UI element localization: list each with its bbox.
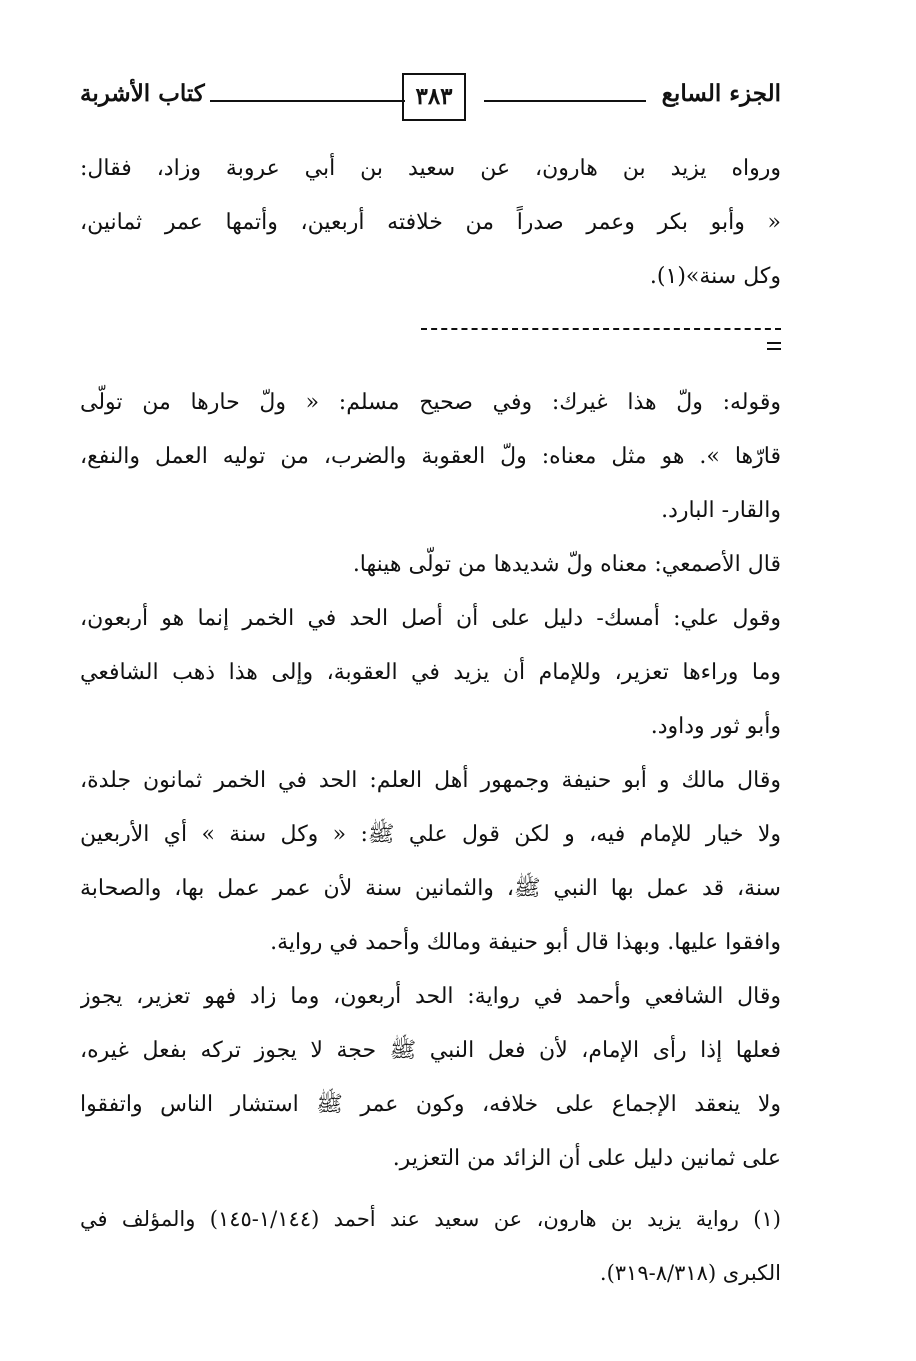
text-line: قارّها ». هو مثل معناه: ولّ العقوبة والضرب، من توليه العمل والنفع، [80, 444, 781, 469]
footnote-line: (١) رواية يزيد بن هارون، عن سعيد عند أحمد (١/١٤٤-١٤٥) والمؤلف في [80, 1207, 781, 1231]
text-line: سنة، قد عمل بها النبي ﷺ، والثمانين سنة لأن عمر عمل بها، والصحابة [80, 876, 781, 901]
text-line: ورواه يزيد بن هارون، عن سعيد بن أبي عروبة وزاد، فقال: [80, 156, 781, 181]
header-rule [484, 100, 646, 102]
text-line: على ثمانين دليل على أن الزائد من التعزير. [392, 1146, 781, 1171]
footnotes [80, 1192, 781, 1300]
text-line: وما وراءها تعزير، وللإمام أن يزيد في العقوبة، وإلى هذا ذهب الشافعي [80, 660, 781, 685]
text-line: وقال مالك و أبو حنيفة وجمهور أهل العلم: الحد في الخمر ثمانون جلدة، [80, 768, 781, 793]
text-line: وقوله: ولّ هذا غيرك: وفي صحيح مسلم: « ولّ حارها من تولّى [80, 390, 781, 415]
text-line: والقار- البارد. [661, 498, 781, 523]
commentary-text [80, 376, 781, 1186]
commentary-separator [421, 322, 781, 358]
section-title: الجزء السابع [661, 80, 781, 107]
text-line: وأبو ثور وداود. [650, 714, 781, 739]
text-line: « وأبو بكر وعمر صدراً من خلافته أربعين، وأتمها عمر ثمانين، [80, 210, 781, 235]
header-rule [210, 100, 405, 102]
book-title: كتاب الأشربة [80, 80, 205, 107]
text-line: وافقوا عليها. وبهذا قال أبو حنيفة ومالك وأحمد في رواية. [270, 930, 781, 955]
hadith-text [80, 142, 781, 304]
text-line: فعلها إذا رأى الإمام، لأن فعل النبي ﷺ حجة لا يجوز تركه بفعل غيره، [80, 1038, 781, 1063]
dashed-rule [421, 328, 781, 330]
text-line: وكل سنة»(١). [649, 264, 781, 289]
page-number: ٣٨٣ [402, 73, 466, 121]
text-line: قال الأصمعي: معناه ولّ شديدها من تولّى هينها. [352, 552, 781, 577]
footnote-line: الكبرى (٨/٣١٨-٣١٩). [599, 1261, 781, 1285]
running-header [80, 70, 781, 130]
equals-mark [767, 342, 781, 344]
text-line: ولا خيار للإمام فيه، و لكن قول علي ﷺ: « وكل سنة » أي الأربعين [80, 822, 781, 847]
text-line: ولا ينعقد الإجماع على خلافه، وكون عمر ﷺ استشار الناس واتفقوا [80, 1092, 781, 1117]
equals-mark [767, 348, 781, 350]
text-line: وقال الشافعي وأحمد في رواية: الحد أربعون، وما زاد فهو تعزير، يجوز [80, 984, 781, 1009]
text-line: وقول علي: أمسك- دليل على أن أصل الحد في الخمر إنما هو أربعون، [80, 606, 781, 631]
